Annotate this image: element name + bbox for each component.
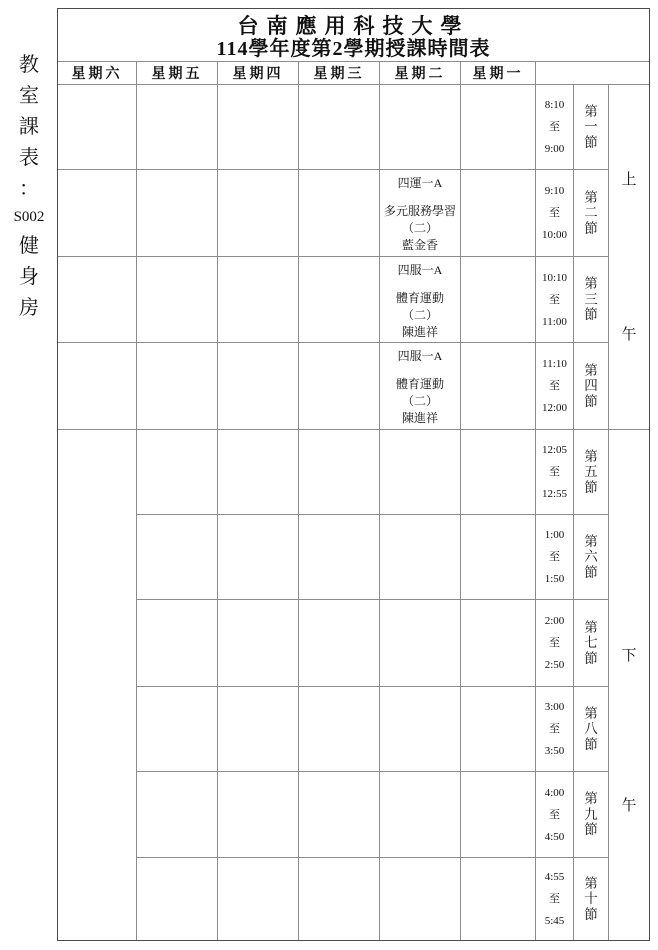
time-to: 至	[549, 637, 560, 649]
empty-merged-cell	[58, 430, 137, 940]
course-title: 體育運動	[395, 377, 444, 391]
empty-cell	[299, 772, 380, 858]
room-label-char: 教	[19, 54, 39, 76]
empty-cell	[299, 858, 380, 940]
empty-cell	[380, 430, 461, 515]
empty-cell	[461, 430, 536, 515]
course-title: 體育運動	[395, 291, 444, 305]
time-cell-p9	[536, 772, 574, 858]
day-header-thu: 星期四	[218, 62, 299, 85]
period-cell-p10	[574, 858, 609, 940]
time-cell-p1	[536, 85, 574, 170]
period-cell-p1	[574, 85, 609, 170]
empty-cell	[137, 85, 218, 170]
day-header-fri: 星期五	[137, 62, 218, 85]
empty-cell	[461, 515, 536, 600]
period-cell-p5	[574, 430, 609, 515]
period-label: 第四節	[584, 362, 598, 409]
course-part: （二）	[401, 394, 438, 408]
empty-cell	[218, 515, 299, 600]
course-class: 四服一A	[397, 349, 443, 363]
time-start: 2:00	[544, 615, 565, 627]
time-cell-p10	[536, 858, 574, 940]
timetable-sheet	[57, 8, 650, 941]
empty-cell	[461, 85, 536, 170]
time-cell-p6	[536, 515, 574, 600]
time-end: 2:50	[544, 659, 565, 671]
time-cell-p8	[536, 687, 574, 772]
session-char: 下	[621, 648, 637, 664]
period-cell-p9	[574, 772, 609, 858]
course-spacer	[380, 192, 460, 203]
time-to: 至	[549, 207, 560, 219]
time-cell-p7	[536, 600, 574, 687]
empty-cell	[461, 343, 536, 430]
page-title: 台南應用科技大學	[237, 14, 470, 38]
time-cell-p2	[536, 170, 574, 257]
time-end: 4:50	[544, 830, 565, 843]
empty-cell	[299, 85, 380, 170]
time-start: 4:00	[544, 786, 565, 799]
period-cell-p4	[574, 343, 609, 430]
room-label-char: 課	[19, 116, 39, 138]
period-label: 第八節	[584, 705, 598, 752]
empty-cell	[461, 600, 536, 687]
session-char: 上	[621, 171, 637, 188]
time-start: 9:10	[544, 185, 565, 197]
course-teacher: 藍金香	[401, 238, 438, 252]
period-label: 第九節	[584, 791, 598, 838]
course-spacer	[380, 279, 460, 290]
empty-cell	[380, 600, 461, 687]
course-teacher: 陳進祥	[401, 325, 438, 339]
empty-cell	[218, 170, 299, 257]
empty-cell	[218, 600, 299, 687]
time-to: 至	[549, 723, 560, 735]
time-start: 3:00	[544, 701, 565, 713]
session-char: 午	[621, 326, 637, 343]
empty-cell	[218, 85, 299, 170]
empty-cell	[299, 257, 380, 343]
period-label: 第五節	[584, 448, 598, 495]
period-cell-p6	[574, 515, 609, 600]
empty-cell	[218, 858, 299, 940]
period-cell-p3	[574, 257, 609, 343]
empty-cell	[299, 600, 380, 687]
period-cell-p2	[574, 170, 609, 257]
time-cell-p3	[536, 257, 574, 343]
empty-cell	[58, 170, 137, 257]
empty-cell	[380, 772, 461, 858]
empty-cell	[137, 257, 218, 343]
time-cell-p4	[536, 343, 574, 430]
time-cell-p5	[536, 430, 574, 515]
time-to: 至	[549, 293, 560, 306]
time-end: 3:50	[544, 745, 565, 757]
empty-cell	[58, 343, 137, 430]
empty-cell	[461, 772, 536, 858]
course-spacer	[380, 365, 460, 376]
day-header-wed: 星期三	[299, 62, 380, 85]
time-to: 至	[549, 893, 560, 905]
empty-cell	[137, 687, 218, 772]
period-label: 第七節	[584, 619, 598, 666]
course-cell-tue-p4	[380, 343, 461, 430]
empty-cell	[461, 257, 536, 343]
empty-cell	[299, 430, 380, 515]
empty-cell	[380, 687, 461, 772]
period-cell-p7	[574, 600, 609, 687]
empty-cell	[380, 515, 461, 600]
empty-cell	[58, 257, 137, 343]
empty-cell	[137, 515, 218, 600]
course-cell-tue-p3	[380, 257, 461, 343]
empty-cell	[299, 515, 380, 600]
day-header-sat: 星期六	[58, 62, 137, 85]
room-label-char: 身	[19, 266, 39, 288]
time-end: 10:00	[541, 229, 568, 241]
course-title: 多元服務學習	[383, 204, 456, 218]
empty-cell	[137, 343, 218, 430]
empty-cell	[137, 858, 218, 940]
empty-cell	[299, 343, 380, 430]
empty-cell	[299, 687, 380, 772]
empty-cell	[218, 430, 299, 515]
empty-cell	[137, 600, 218, 687]
empty-cell	[218, 772, 299, 858]
timetable-grid	[58, 62, 649, 940]
empty-cell	[218, 687, 299, 772]
room-label	[8, 55, 50, 318]
time-start: 4:55	[544, 871, 565, 883]
session-afternoon-cell	[609, 430, 649, 940]
room-label-char: 房	[19, 297, 39, 319]
time-to: 至	[549, 808, 560, 821]
period-label: 第一節	[584, 103, 598, 150]
session-morning-cell	[609, 85, 649, 430]
time-end: 12:55	[541, 488, 568, 500]
empty-cell	[137, 772, 218, 858]
time-end: 1:50	[544, 573, 565, 585]
course-class: 四運一A	[397, 176, 443, 190]
time-start: 1:00	[544, 529, 565, 541]
time-to: 至	[549, 551, 560, 563]
empty-cell	[299, 170, 380, 257]
session-char: 午	[621, 798, 637, 814]
room-label-char: 健	[19, 235, 39, 257]
empty-cell	[461, 170, 536, 257]
title-block	[58, 9, 649, 62]
day-header-mon: 星期一	[461, 62, 536, 85]
period-label: 第三節	[584, 276, 598, 323]
empty-cell	[380, 858, 461, 940]
time-end: 11:00	[542, 315, 567, 328]
time-to: 至	[549, 380, 560, 392]
time-start: 11:10	[542, 358, 567, 370]
time-start: 10:10	[541, 271, 568, 284]
empty-cell	[461, 687, 536, 772]
time-end: 9:00	[544, 143, 565, 155]
course-part: （二）	[401, 221, 438, 235]
period-label: 第二節	[584, 189, 598, 236]
empty-cell	[137, 170, 218, 257]
period-label: 第十節	[584, 875, 598, 922]
room-label-char: ：	[19, 178, 39, 200]
course-class: 四服一A	[397, 263, 443, 277]
time-to: 至	[549, 121, 560, 133]
time-end: 5:45	[544, 915, 565, 927]
period-label: 第六節	[584, 533, 598, 580]
empty-cell	[218, 343, 299, 430]
empty-cell	[218, 257, 299, 343]
room-label-char: 室	[19, 85, 39, 107]
course-part: （二）	[401, 308, 438, 322]
period-cell-p8	[574, 687, 609, 772]
time-end: 12:00	[541, 402, 568, 414]
time-start: 8:10	[544, 99, 565, 111]
course-teacher: 陳進祥	[401, 411, 438, 425]
day-header-tue: 星期二	[380, 62, 461, 85]
time-start: 12:05	[541, 444, 568, 456]
empty-cell	[58, 85, 137, 170]
course-cell-tue-p2	[380, 170, 461, 257]
empty-cell	[137, 430, 218, 515]
empty-cell	[380, 85, 461, 170]
time-to: 至	[549, 466, 560, 478]
page-subtitle: 114學年度第2學期授課時間表	[216, 38, 491, 60]
room-code: S002	[13, 209, 45, 225]
room-label-char: 表	[19, 147, 39, 169]
empty-cell	[461, 858, 536, 940]
header-spacer-cell	[536, 62, 649, 85]
